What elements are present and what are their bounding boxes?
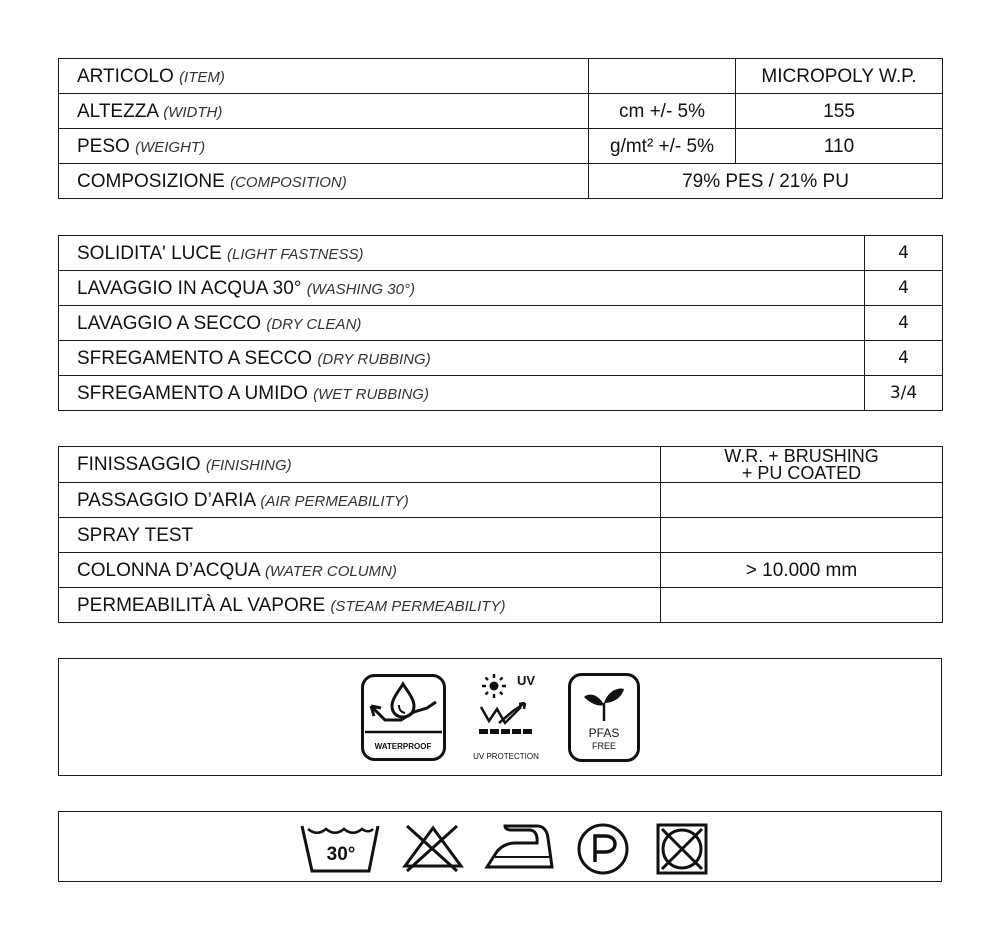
weight-label-cell <box>59 129 589 164</box>
table-row <box>59 129 943 164</box>
water-column-label-en: (WATER COLUMN) <box>264 562 397 580</box>
table-row <box>59 164 943 199</box>
article-unit <box>589 59 736 94</box>
composition-label: COMPOSIZIONE <box>77 170 225 192</box>
steam-permeability-label-cell <box>59 588 661 623</box>
fastness-table <box>58 235 943 411</box>
fastness-label: LAVAGGIO IN ACQUA 30° <box>77 277 302 299</box>
spray-test-label: SPRAY TEST <box>77 524 194 546</box>
composition-label-en: (COMPOSITION) <box>230 173 347 191</box>
uv-caption: UV PROTECTION <box>473 752 539 761</box>
water-column-label: COLONNA D’ACQUA <box>77 559 260 581</box>
pfas-free-icon <box>570 675 639 761</box>
width-unit: cm +/- 5% <box>589 94 736 129</box>
steam-permeability-label: PERMEABILITÀ AL VAPORE <box>77 594 326 616</box>
performance-table <box>58 446 943 623</box>
spray-test-label-cell <box>59 518 661 553</box>
weight-value: 110 <box>736 129 943 164</box>
steam-permeability-label-en: (STEAM PERMEABILITY) <box>330 597 506 615</box>
table-row <box>59 588 943 623</box>
article-label-cell <box>59 59 589 94</box>
fastness-label: SOLIDITA' LUCE <box>77 242 222 264</box>
air-permeability-label-en: (AIR PERMEABILITY) <box>260 492 409 510</box>
fastness-label-cell <box>59 236 865 271</box>
fastness-value: 4 <box>865 236 943 271</box>
water-column-label-cell <box>59 553 661 588</box>
article-value: MICROPOLY W.P. <box>736 59 943 94</box>
fastness-value: 4 <box>865 341 943 376</box>
feature-icons-svg <box>59 659 941 775</box>
fastness-label-cell <box>59 306 865 341</box>
width-label-cell <box>59 94 589 129</box>
fastness-value: 4 <box>865 271 943 306</box>
width-value: 155 <box>736 94 943 129</box>
table-row <box>59 271 943 306</box>
fastness-label: SFREGAMENTO A SECCO <box>77 347 313 369</box>
fastness-label-en: (DRY RUBBING) <box>317 350 431 368</box>
water-column-value: > 10.000 mm <box>661 553 943 588</box>
uv-protection-icon <box>473 673 539 761</box>
fastness-label-cell <box>59 271 865 306</box>
table-row <box>59 447 943 483</box>
air-permeability-label-cell <box>59 483 661 518</box>
air-permeability-value <box>661 483 943 518</box>
fastness-value: 4 <box>865 306 943 341</box>
table-row <box>59 59 943 94</box>
waterproof-icon <box>363 676 445 760</box>
article-label: ARTICOLO <box>77 65 174 87</box>
fastness-label-en: (WASHING 30°) <box>306 280 415 298</box>
article-label-en: (ITEM) <box>179 68 225 86</box>
spray-test-value <box>661 518 943 553</box>
table-row <box>59 94 943 129</box>
uv-badge: UV <box>517 673 536 688</box>
dry-clean-p-icon <box>579 825 627 873</box>
weight-label: PESO <box>77 135 130 157</box>
finishing-label-en: (FINISHING) <box>205 457 292 474</box>
fastness-label-cell <box>59 341 865 376</box>
fastness-label: LAVAGGIO A SECCO <box>77 312 262 334</box>
air-permeability-label: PASSAGGIO D’ARIA <box>77 489 256 511</box>
table-row <box>59 518 943 553</box>
iron-icon <box>487 826 552 867</box>
pfas-line1: PFAS <box>588 726 620 740</box>
width-label: ALTEZZA <box>77 100 158 122</box>
finishing-value-line1: W.R. + BRUSHING <box>724 446 879 466</box>
care-symbols-panel <box>58 811 942 882</box>
fastness-value: 3/4 <box>865 376 943 411</box>
table-row <box>59 553 943 588</box>
fastness-label-en: (LIGHT FASTNESS) <box>227 245 364 263</box>
do-not-bleach-icon <box>405 826 461 871</box>
table-row <box>59 341 943 376</box>
finishing-value <box>661 447 943 483</box>
fastness-label-en: (WET RUBBING) <box>313 385 429 403</box>
fastness-label-en: (DRY CLEAN) <box>266 315 362 333</box>
pfas-line2: FREE <box>591 741 617 751</box>
steam-permeability-value <box>661 588 943 623</box>
product-info-table <box>58 58 943 199</box>
table-row <box>59 483 943 518</box>
finishing-value-line2: + PU COATED <box>741 463 862 483</box>
table-row <box>59 376 943 411</box>
weight-label-en: (WEIGHT) <box>135 138 206 156</box>
finishing-label: FINISSAGGIO <box>77 454 201 475</box>
care-symbols-svg <box>59 812 941 881</box>
table-row <box>59 306 943 341</box>
wash-30-icon <box>302 826 378 871</box>
waterproof-caption: WATERPROOF <box>374 742 432 751</box>
weight-unit: g/mt² +/- 5% <box>589 129 736 164</box>
fastness-label: SFREGAMENTO A UMIDO <box>77 382 308 404</box>
feature-icons-panel <box>58 658 942 776</box>
wash-temp: 30° <box>326 844 356 865</box>
finishing-label-cell <box>59 447 661 483</box>
width-label-en: (WIDTH) <box>163 103 223 121</box>
composition-value: 79% PES / 21% PU <box>589 164 943 199</box>
fastness-label-cell <box>59 376 865 411</box>
composition-label-cell <box>59 164 589 199</box>
table-row <box>59 236 943 271</box>
do-not-tumble-dry-icon <box>658 825 706 873</box>
